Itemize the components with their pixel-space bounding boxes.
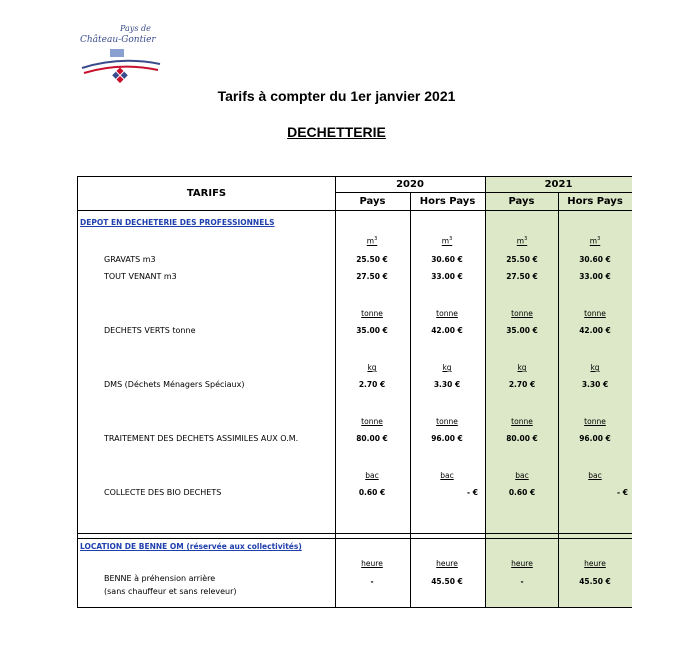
row-label: DECHETS VERTS tonne bbox=[104, 326, 196, 335]
logo-line2: Château-Gontier bbox=[80, 35, 156, 45]
price-cell: 96.00 € bbox=[579, 434, 611, 443]
price-cell: 35.00 € bbox=[356, 326, 388, 335]
logo-emblem-icon bbox=[80, 46, 170, 94]
price-cell: 42.00 € bbox=[579, 326, 611, 335]
unit-label: bac bbox=[440, 471, 454, 480]
logo bbox=[80, 24, 170, 94]
page-title: Tarifs à compter du 1er janvier 2021 bbox=[217, 88, 456, 104]
unit-label: kg bbox=[590, 363, 600, 372]
page-subtitle: DECHETTERIE bbox=[287, 124, 386, 140]
price-cell: 0.60 € bbox=[358, 488, 386, 497]
unit-label: heure bbox=[361, 559, 383, 568]
row-label: BENNE à préhension arrière bbox=[104, 574, 216, 583]
col-header: Hors Pays bbox=[419, 196, 476, 207]
price-cell: 27.50 € bbox=[506, 272, 538, 281]
unit-label: bac bbox=[515, 471, 529, 480]
unit-label: tonne bbox=[436, 309, 458, 318]
price-cell: 96.00 € bbox=[431, 434, 463, 443]
row-label: DMS (Déchets Ménagers Spéciaux) bbox=[104, 380, 245, 389]
unit-label: kg bbox=[517, 363, 527, 372]
price-cell: 2.70 € bbox=[358, 380, 386, 389]
unit-label: kg bbox=[367, 363, 377, 372]
unit-label: heure bbox=[436, 559, 458, 568]
unit-label: $m^3$ bbox=[441, 236, 453, 246]
unit-label: tonne bbox=[436, 417, 458, 426]
price-cell: 80.00 € bbox=[506, 434, 538, 443]
col-header: Hors Pays bbox=[567, 196, 623, 207]
tariff-table bbox=[77, 176, 632, 608]
row-label: GRAVATS m3 bbox=[104, 255, 156, 264]
price-cell: 45.50 € bbox=[579, 577, 611, 586]
row-label-note: (sans chauffeur et sans releveur) bbox=[104, 587, 237, 596]
unit-label: $m^3$ bbox=[516, 236, 528, 246]
tarifs-header: TARIFS bbox=[186, 188, 227, 199]
unit-label: bac bbox=[588, 471, 602, 480]
unit-label: bac bbox=[365, 471, 379, 480]
price-cell: 35.00 € bbox=[506, 326, 538, 335]
price-cell: 45.50 € bbox=[431, 577, 463, 586]
year-2020-header: 2020 bbox=[396, 179, 424, 190]
row-label: TRAITEMENT DES DECHETS ASSIMILES AUX O.M. bbox=[104, 434, 299, 443]
price-cell: 33.00 € bbox=[579, 272, 611, 281]
row-label: COLLECTE DES BIO DECHETS bbox=[104, 488, 222, 497]
price-cell: 42.00 € bbox=[431, 326, 463, 335]
price-cell: - bbox=[370, 577, 374, 586]
price-cell: - € bbox=[617, 488, 628, 497]
price-cell: 0.60 € bbox=[508, 488, 536, 497]
unit-label: tonne bbox=[511, 309, 533, 318]
col-header: Pays bbox=[359, 196, 386, 207]
price-cell: - bbox=[520, 577, 524, 586]
price-cell: 2.70 € bbox=[508, 380, 536, 389]
section-title: DEPOT EN DECHETERIE DES PROFESSIONNELS bbox=[80, 218, 275, 227]
price-cell: 25.50 € bbox=[356, 255, 388, 264]
price-cell: 33.00 € bbox=[431, 272, 463, 281]
price-cell: 27.50 € bbox=[356, 272, 388, 281]
price-cell: 30.60 € bbox=[579, 255, 611, 264]
section-title: LOCATION DE BENNE OM (réservée aux collectivités) bbox=[80, 542, 302, 551]
price-cell: 25.50 € bbox=[506, 255, 538, 264]
unit-label: tonne bbox=[361, 417, 383, 426]
price-cell: 3.30 € bbox=[433, 380, 461, 389]
price-cell: 3.30 € bbox=[581, 380, 609, 389]
year-2021-header: 2021 bbox=[544, 179, 573, 190]
unit-label: $m^3$ bbox=[589, 236, 601, 246]
price-cell: 30.60 € bbox=[431, 255, 463, 264]
price-cell: 80.00 € bbox=[356, 434, 388, 443]
unit-label: tonne bbox=[511, 417, 533, 426]
row-label: TOUT VENANT m3 bbox=[104, 272, 177, 281]
unit-label: heure bbox=[584, 559, 606, 568]
unit-label: tonne bbox=[584, 309, 606, 318]
unit-label: $m^3$ bbox=[366, 236, 378, 246]
unit-label: tonne bbox=[584, 417, 606, 426]
col-header: Pays bbox=[508, 196, 535, 207]
unit-label: heure bbox=[511, 559, 533, 568]
logo-line1: Pays de bbox=[120, 24, 151, 33]
unit-label: kg bbox=[442, 363, 452, 372]
price-cell: - € bbox=[467, 488, 478, 497]
unit-label: tonne bbox=[361, 309, 383, 318]
